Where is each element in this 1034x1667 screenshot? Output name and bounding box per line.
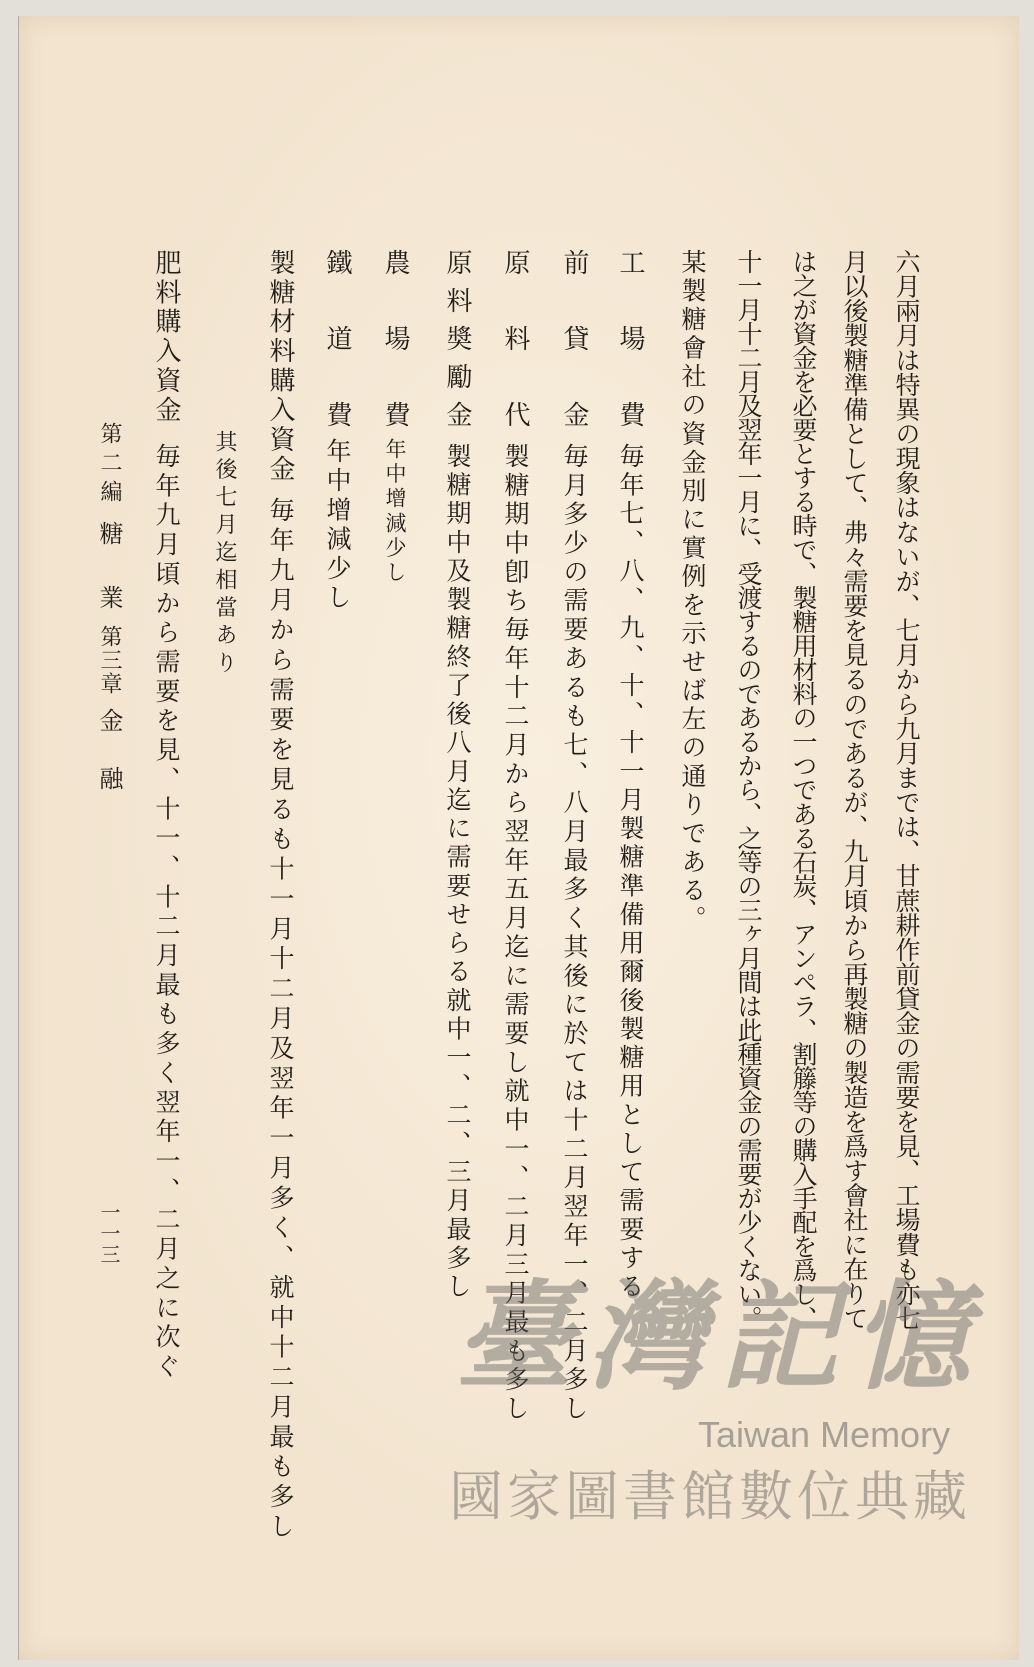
paragraph-line: 月以後製糖準備として、弗々需要を見るのであるが、九月頃から再製糖の製造を爲す會社に在りて	[840, 249, 869, 1329]
fund-item-label: 農場費	[380, 249, 410, 427]
fund-item-advances	[556, 249, 592, 1549]
footer-chapter: 第三章	[97, 625, 122, 694]
paragraph-line: 某製糖會社の資金別に實例を示せば左の通りである。	[678, 249, 707, 929]
fund-item-sugar-materials-fund	[262, 249, 298, 1549]
fund-item-continuation: 其後七月迄相當あり	[212, 430, 237, 673]
fund-item-railway-cost	[319, 249, 355, 1549]
paragraph-line: 十一月十二月及翌年一月に、受渡するのであるから、之等の三ヶ月間は此種資金の需要が少くない。	[734, 249, 763, 1329]
fund-item-label: 肥料購入資金	[151, 249, 181, 422]
fund-item-label: 工場費	[615, 249, 645, 427]
running-footer	[91, 0, 127, 1667]
paragraph-line: は之が資金を必要とする時で、製糖用材料の一つである石炭、アンペラ、割籐等の購入手配を爲し、	[789, 249, 818, 1329]
fund-item-label: 原料代	[500, 249, 530, 427]
footer-part: 第二編	[97, 422, 122, 502]
fund-item-description: 年中增減少し	[323, 438, 352, 609]
fund-item-farm-cost	[377, 249, 413, 1549]
fund-item-description: 製糖期中卽ち毎年十二月から翌年五月迄に需要し就中一、二月三月最も多し	[501, 443, 530, 1420]
footer-chapter-title: 金融	[95, 708, 123, 790]
fund-item-description: 年中增減少し	[383, 438, 407, 582]
watermark-calligraphy-logo: 臺灣記憶	[455, 1267, 970, 1406]
fund-item-description: 毎年七、八、九、十、十一月製糖準備用爾後製糖用として需要する	[616, 443, 645, 1299]
watermark-english-text: Taiwan Memory	[698, 1414, 951, 1455]
page-number: 一一三	[97, 1202, 121, 1264]
fund-item-label: 製糖材料購入資金	[265, 249, 295, 481]
fund-item-raw-material-incentive	[439, 249, 475, 1549]
fund-item-description: 毎年九月頃から需要を見、十一、十二月最も多く翌年一、二月之に次ぐ	[152, 443, 181, 1379]
fund-item-description: 毎年九月から需要を見るも十一月十二月及翌年一月多く、就中十二月最も多し	[266, 497, 295, 1538]
watermark-institution-text: 國家圖書館數位典藏	[449, 1465, 967, 1528]
fund-item-description: 製糖期中及製糖終了後八月迄に需要せらる就中一、二、三月最多し	[443, 443, 472, 1298]
fund-item-fertilizer-fund	[148, 249, 184, 1549]
fund-item-factory-cost	[612, 249, 648, 1549]
paragraph-line: 六月兩月は特異の現象はないが、七月から九月までは、甘蔗耕作前貸金の需要を見、工場費も亦七	[892, 249, 921, 1329]
fund-item-description: 毎月多少の需要あるも七、八月最多く其後に於ては十二月翌年一、二月多し	[560, 443, 589, 1420]
fund-item-label: 鐵道費	[322, 249, 352, 427]
fund-item-label: 原料奬勵金	[442, 249, 472, 427]
fund-item-raw-material-cost	[497, 249, 533, 1549]
footer-part-title: 糖業	[95, 521, 123, 609]
fund-item-label: 前貸金	[559, 249, 589, 427]
